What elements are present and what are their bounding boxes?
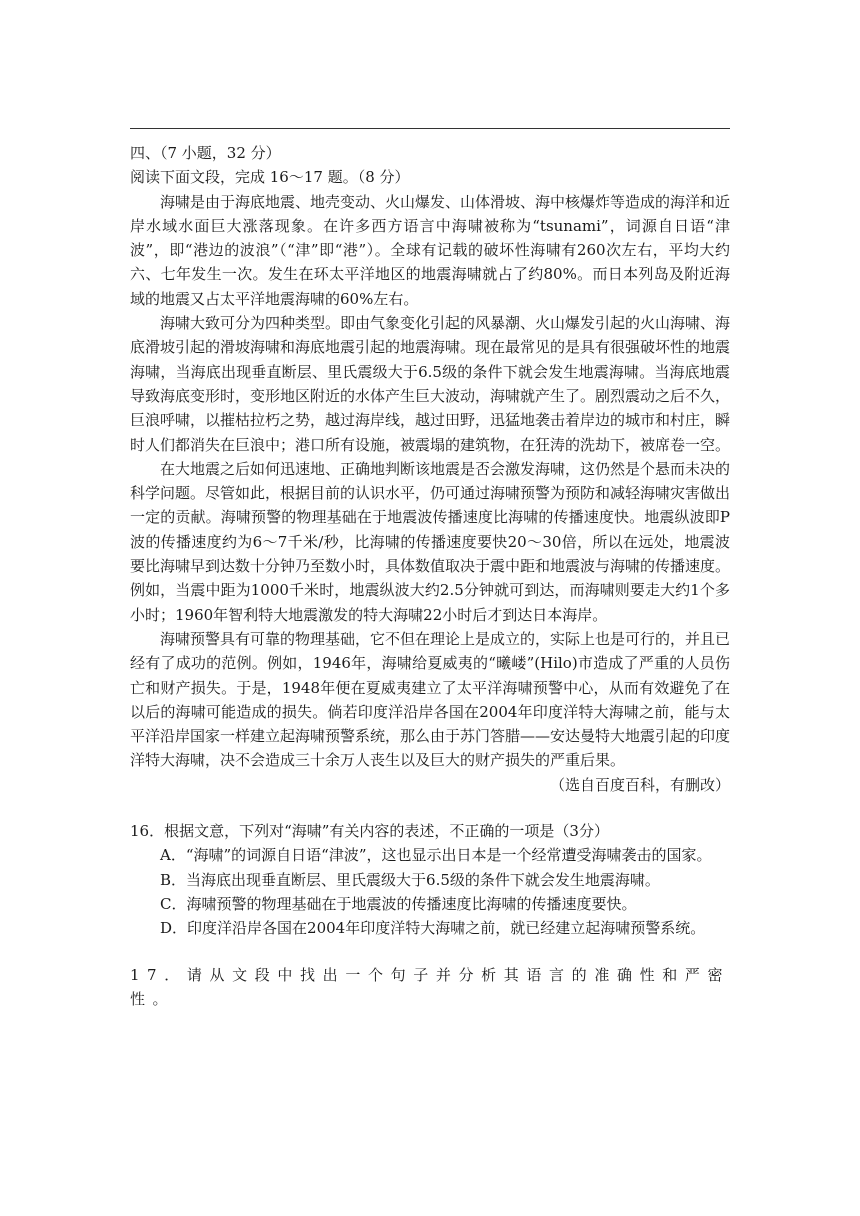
question-16-option-b: B．当海底出现垂直断层、里氏震级大于6.5级的条件下就会发生地震海啸。 xyxy=(160,870,660,889)
question-16-option-d: D．印度洋沿岸各国在2004年印度洋特大海啸之前，就已经建立起海啸预警系统。 xyxy=(160,919,706,938)
question-16-option-c: C．海啸预警的物理基础在于地震波的传播速度比海啸的传播速度要快。 xyxy=(160,894,637,913)
passage-paragraph-1: 海啸是由于海底地震、地壳变动、火山爆发、山体滑坡、海中核爆炸等造成的海洋和近岸水域水面巨大涨落现象。在许多西方语言中海啸被称为“tsunami”，词源自日语“津波”，即“港边的波浪”（“津”即“港”）。全球有记载的破坏性海啸有260次左右，平均大约六、七年发生一次。发生在环太平洋地区的地震海啸就占了约80%。而日本列岛及附近海域的地震又占太平洋地震海啸的60%左右。 xyxy=(130,192,731,308)
passage-paragraph-4: 海啸预警具有可靠的物理基础，它不但在理论上是成立的，实际上也是可行的，并且已经有了成功的范例。例如，1946年，海啸给夏威夷的“曦嵝”(Hilo)市造成了严重的人员伤亡和财产损失。于是，1948年便在夏威夷建立了太平洋海啸预警中心，从而有效避免了在以后的海啸可能造成的损失。倘若印度洋沿岸各国在2004年印度洋特大海啸之前，能与太平洋沿岸国家一样建立起海啸预警系统，那么由于苏门答腊——安达曼特大地震引起的印度洋特大海啸，决不会造成三十余万人丧生以及巨大的财产损失的严重后果。 xyxy=(130,629,731,770)
question-16-option-a: A．“海啸”的词源自日语“津波”，这也显示出日本是一个经常遭受海啸袭击的国家。 xyxy=(160,846,712,865)
document-body xyxy=(130,141,730,1011)
reading-instruction: 阅读下面文段，完成 16～17 题。（8 分） xyxy=(130,168,410,187)
passage-source: （选自百度百科，有删改） xyxy=(549,775,730,794)
passage-paragraph-2: 海啸大致可分为四种类型。即由气象变化引起的风暴潮、火山爆发引起的火山海啸、海底滑坡引起的滑坡海啸和海底地震引起的地震海啸。现在最常见的是具有很强破坏性的地震海啸，当海底出现垂直断层、里氏震级大于6.5级的条件下就会发生地震海啸。当海底地震导致海底变形时，变形地区附近的水体产生巨大波动，海啸就产生了。剧烈震动之后不久，巨浪呼啸，以摧枯拉朽之势，越过海岸线，越过田野，迅猛地袭击着岸边的城市和村庄，瞬时人们都消失在巨浪中；港口所有设施，被震塌的建筑物，在狂涛的洗劫下，被席卷一空。 xyxy=(130,314,731,454)
question-16-stem: 16．根据文意，下列对“海啸”有关内容的表述，不正确的一项是（3分） xyxy=(130,822,609,841)
header-rule xyxy=(130,128,730,129)
section-title: 四、（7 小题，32 分） xyxy=(130,144,281,162)
question-17-stem: 17．请从文段中找出一个句子并分析其语言的准确性和严密性。 xyxy=(130,965,730,1008)
passage-paragraph-3: 在大地震之后如何迅速地、正确地判断该地震是否会激发海啸，这仍然是个悬而未决的科学问题。尽管如此，根据目前的认识水平，仍可通过海啸预警为预防和减轻海啸灾害做出一定的贡献。海啸预警的物理基础在于地震波传播速度比海啸的传播速度快。地震纵波即P波的传播速度约为6～7千米/秒，比海啸的传播速度要快20～30倍，所以在远处，地震波要比海啸早到达数十分钟乃至数小时，具体数值取决于震中距和地震波与海啸的传播速度。例如，当震中距为1000千米时，地震纵波大约2.5分钟就可到达，而海啸则要走大约1个多小时；1960年智利特大地震激发的特大海啸22小时后才到达日本海岸。 xyxy=(130,459,731,624)
